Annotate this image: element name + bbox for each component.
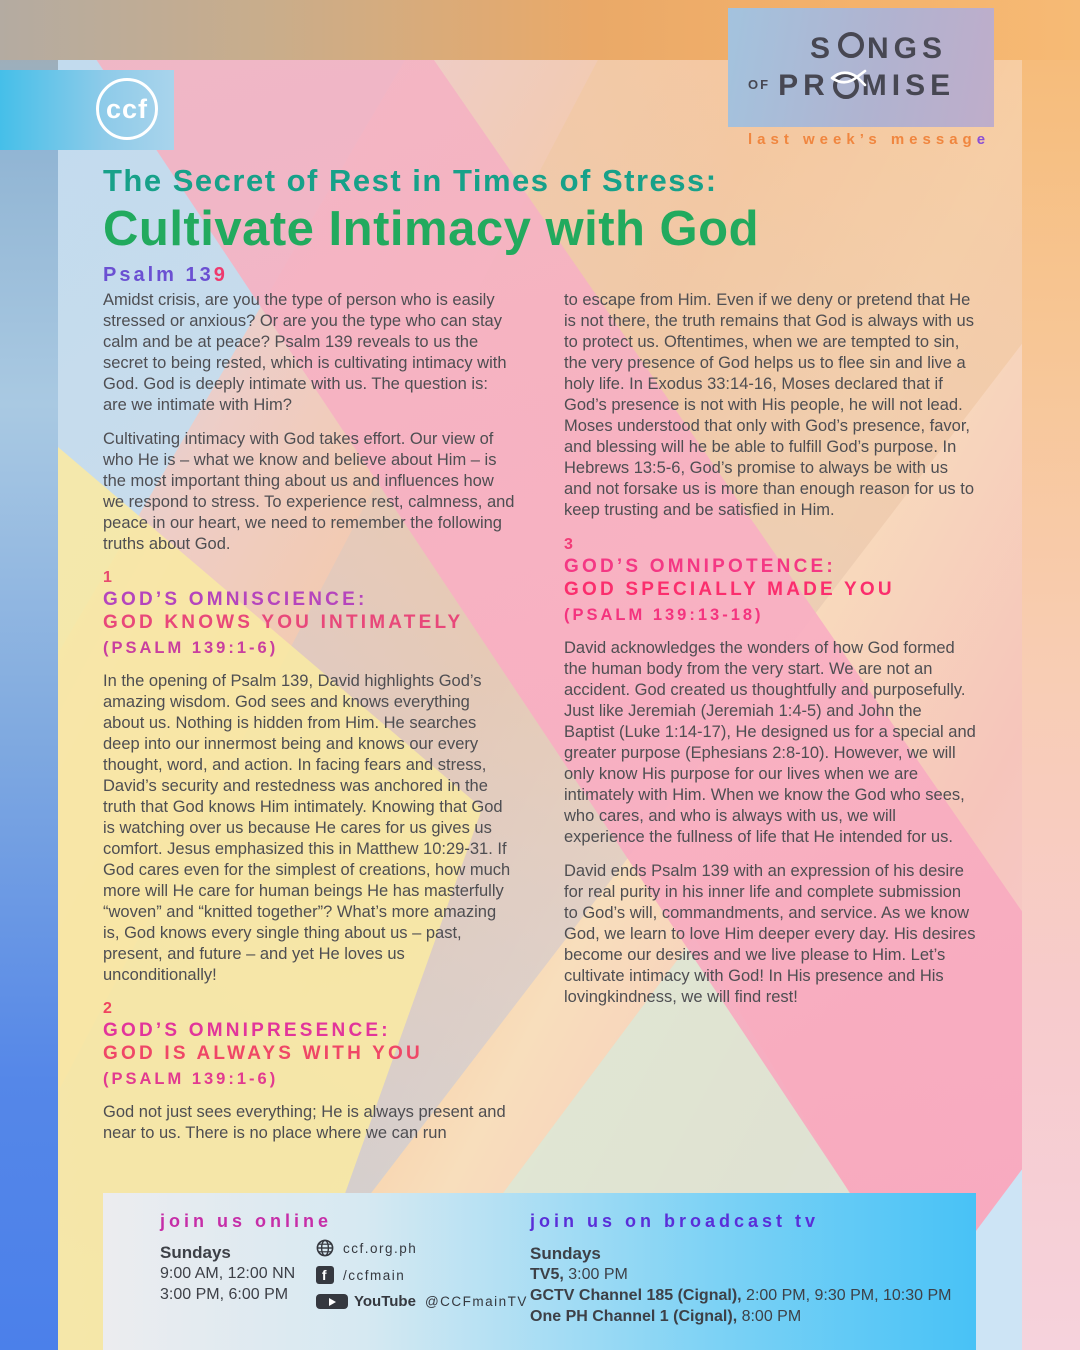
online-times-2: 3:00 PM, 6:00 PM	[160, 1286, 289, 1303]
border-left	[0, 0, 58, 1350]
footer-panel	[103, 1193, 976, 1350]
facebook-f-glyph: f	[321, 1267, 329, 1283]
globe-icon	[316, 1239, 334, 1257]
join-online-title: join us online	[160, 1211, 332, 1231]
section-3-heading-line1: GOD’S OMNIPOTENCE:	[564, 556, 836, 577]
songs-of-text: OF	[748, 76, 771, 92]
youtube-handle: @CCFmainTV	[424, 1294, 528, 1309]
join-us-online-block	[160, 1211, 332, 1305]
title-block	[103, 163, 759, 287]
section-3-body-2: David ends Psalm 139 with an expression of his desire for real purity in his inner life and complete submission to God’s will, commandments, and service. As we know God, we learn to love Him deeper every day. His desires become our desires and we live please to Him. Let’s cultivate intimacy with God! In His presence and His lovingkindness, we will find rest!	[564, 862, 976, 1006]
o-ring-icon	[838, 32, 864, 58]
article-columns	[103, 290, 976, 1157]
songs-of-promise-logo	[728, 8, 994, 127]
section-2	[103, 999, 515, 1144]
section-3-number: 3	[564, 536, 575, 553]
section-2-number: 2	[103, 1000, 114, 1017]
last-weeks-message-tagline	[748, 131, 990, 148]
border-right	[1022, 0, 1080, 1350]
psalm-main: Psalm 13	[103, 264, 214, 286]
facebook-icon	[316, 1266, 334, 1284]
title-line2: Cultivate Intimacy with God	[103, 202, 760, 256]
tv5-times: 3:00 PM	[563, 1266, 628, 1283]
website-url: ccf.org.ph	[343, 1240, 418, 1256]
psalm-reference	[103, 264, 759, 287]
tv5-label: TV5,	[530, 1266, 564, 1283]
section-3-body-1: David acknowledges the wonders of how God formed the human body from the very start. We are not an accident. God created us thoughtfully and purposefully. Just like Jeremiah (Jeremiah 1:4-5) and John the Baptist (Luke 1:14-17), He designed us for a special and greater purpose (Ephesians 2:8-10). However, we will only know His purpose for our lives when we are intimately with Him. When we know the God who sees, who cares, and who is always with us, we will experience the fullness of life that He intended for us.	[564, 639, 976, 846]
ccf-logo-icon	[96, 78, 158, 140]
ccf-logo-text: ccf	[105, 93, 149, 124]
youtube-icon	[316, 1294, 348, 1309]
tv-row-gctv	[530, 1285, 951, 1306]
tv-row-oneph	[530, 1306, 951, 1327]
oneph-label: One PH Channel 1 (Cignal),	[530, 1308, 738, 1325]
section-3-reference: (PSALM 139:13-18)	[564, 606, 764, 624]
left-column	[103, 290, 515, 1157]
gctv-times: 2:00 PM, 9:30 PM, 10:30 PM	[741, 1287, 952, 1304]
online-times-1: 9:00 AM, 12:00 NN	[160, 1265, 296, 1282]
continuation-paragraph: to escape from Him. Even if we deny or pretend that He is not there, the truth remains that God is always with us to protect us. Oftentimes, when we are tempted to sin, the very presence of God helps us to flee sin and live a holy life. In Exodus 33:14-16, Moses declared that if God’s presence is not with His people, he will not lead. Moses understood that only with God’s presence, favor, and blessing will he be able to fulfill God’s purpose. In Hebrews 13:5-6, God’s promise to always be with us and not forsake us is more than enough reason for us to keep trusting and be satisfied in Him.	[564, 291, 975, 519]
tv-sundays-label: Sundays	[530, 1244, 601, 1263]
songs-letter-s: S	[810, 32, 836, 65]
section-1	[103, 568, 515, 986]
songs-letters-pr: PR	[778, 69, 830, 102]
psalm-last-digit: 9	[213, 264, 228, 286]
ichthys-fish-icon	[829, 68, 869, 88]
intro-paragraph-2: Cultivating intimacy with God takes effort. Our view of who He is – what we know and believe about Him – is the most important thing about us and influences how we respond to stress. To experience rest, calmness, and peace in our heart, we need to remember the following truths about God.	[103, 430, 515, 553]
oneph-times: 8:00 PM	[737, 1308, 802, 1325]
gctv-label: GCTV Channel 185 (Cignal),	[530, 1287, 742, 1304]
section-1-heading-line2: GOD KNOWS YOU INTIMATELY	[103, 612, 464, 633]
songs-letters-mise: MISE	[861, 69, 956, 102]
facebook-handle: /ccfmain	[343, 1267, 406, 1283]
join-tv-title: join us on broadcast tv	[530, 1211, 820, 1231]
section-2-heading-line1: GOD’S OMNIPRESENCE:	[103, 1020, 391, 1041]
right-column	[564, 290, 976, 1157]
section-2-reference: (PSALM 139:1-6)	[103, 1070, 279, 1088]
section-1-reference: (PSALM 139:1-6)	[103, 639, 279, 657]
fish-o-icon	[833, 73, 859, 99]
tv-schedule	[530, 1243, 951, 1327]
section-1-heading-line1: GOD’S OMNISCIENCE:	[103, 589, 368, 610]
facebook-link-row	[316, 1266, 528, 1284]
ccf-banner	[0, 70, 174, 150]
website-link-row	[316, 1239, 528, 1257]
section-3-heading-line2: GOD SPECIALLY MADE YOU	[564, 579, 895, 600]
youtube-link-row	[316, 1293, 528, 1310]
youtube-play-triangle	[329, 1298, 336, 1306]
section-3	[564, 535, 976, 1008]
songs-logo-line2	[748, 69, 994, 103]
online-sundays-label: Sundays	[160, 1243, 231, 1262]
online-links-block	[316, 1239, 528, 1319]
tagline-main: last week’s messag	[748, 131, 977, 148]
section-2-heading-line2: GOD IS ALWAYS WITH YOU	[103, 1043, 423, 1064]
songs-letters-ngs: NGS	[867, 32, 948, 65]
section-1-body: In the opening of Psalm 139, David highlights God’s amazing wisdom. God sees and knows everything about us. Nothing is hidden from Him. He searches deep into our innermost being and knows our every thought, word, and action. In facing fears and stress, David’s security and restedness was anchored in the truth that God knows Him intimately. Knowing that God is watching over us because He cares for us gives us comfort. Jesus emphasized this in Matthew 10:29-31. If God cares even for the simplest of creations, how much more will He care for human beings He has masterfully “woven” and “knitted together”? What’s more amazing is, God knows every single thing about us – past, present, and future – and yet He loves us unconditionally!	[103, 672, 511, 984]
join-us-broadcast-block	[530, 1211, 951, 1327]
songs-logo-line1	[810, 32, 994, 66]
title-line1: The Secret of Rest in Times of Stress:	[103, 163, 718, 198]
section-2-body: God not just sees everything; He is always present and near to us. There is no place where we can run	[103, 1103, 506, 1142]
youtube-wordmark: YouTube	[354, 1293, 416, 1310]
section-1-number: 1	[103, 569, 114, 586]
tv-row-tv5	[530, 1264, 951, 1285]
tagline-last-letter: e	[976, 131, 991, 148]
intro-paragraph-1: Amidst crisis, are you the type of person who is easily stressed or anxious? Or are you the type who can stay calm and be at peace? Psalm 139 reveals to us the secret to being rested, which is cultivating intimacy with God. God is deeply intimate with us. The question is: are we intimate with Him?	[103, 291, 507, 414]
